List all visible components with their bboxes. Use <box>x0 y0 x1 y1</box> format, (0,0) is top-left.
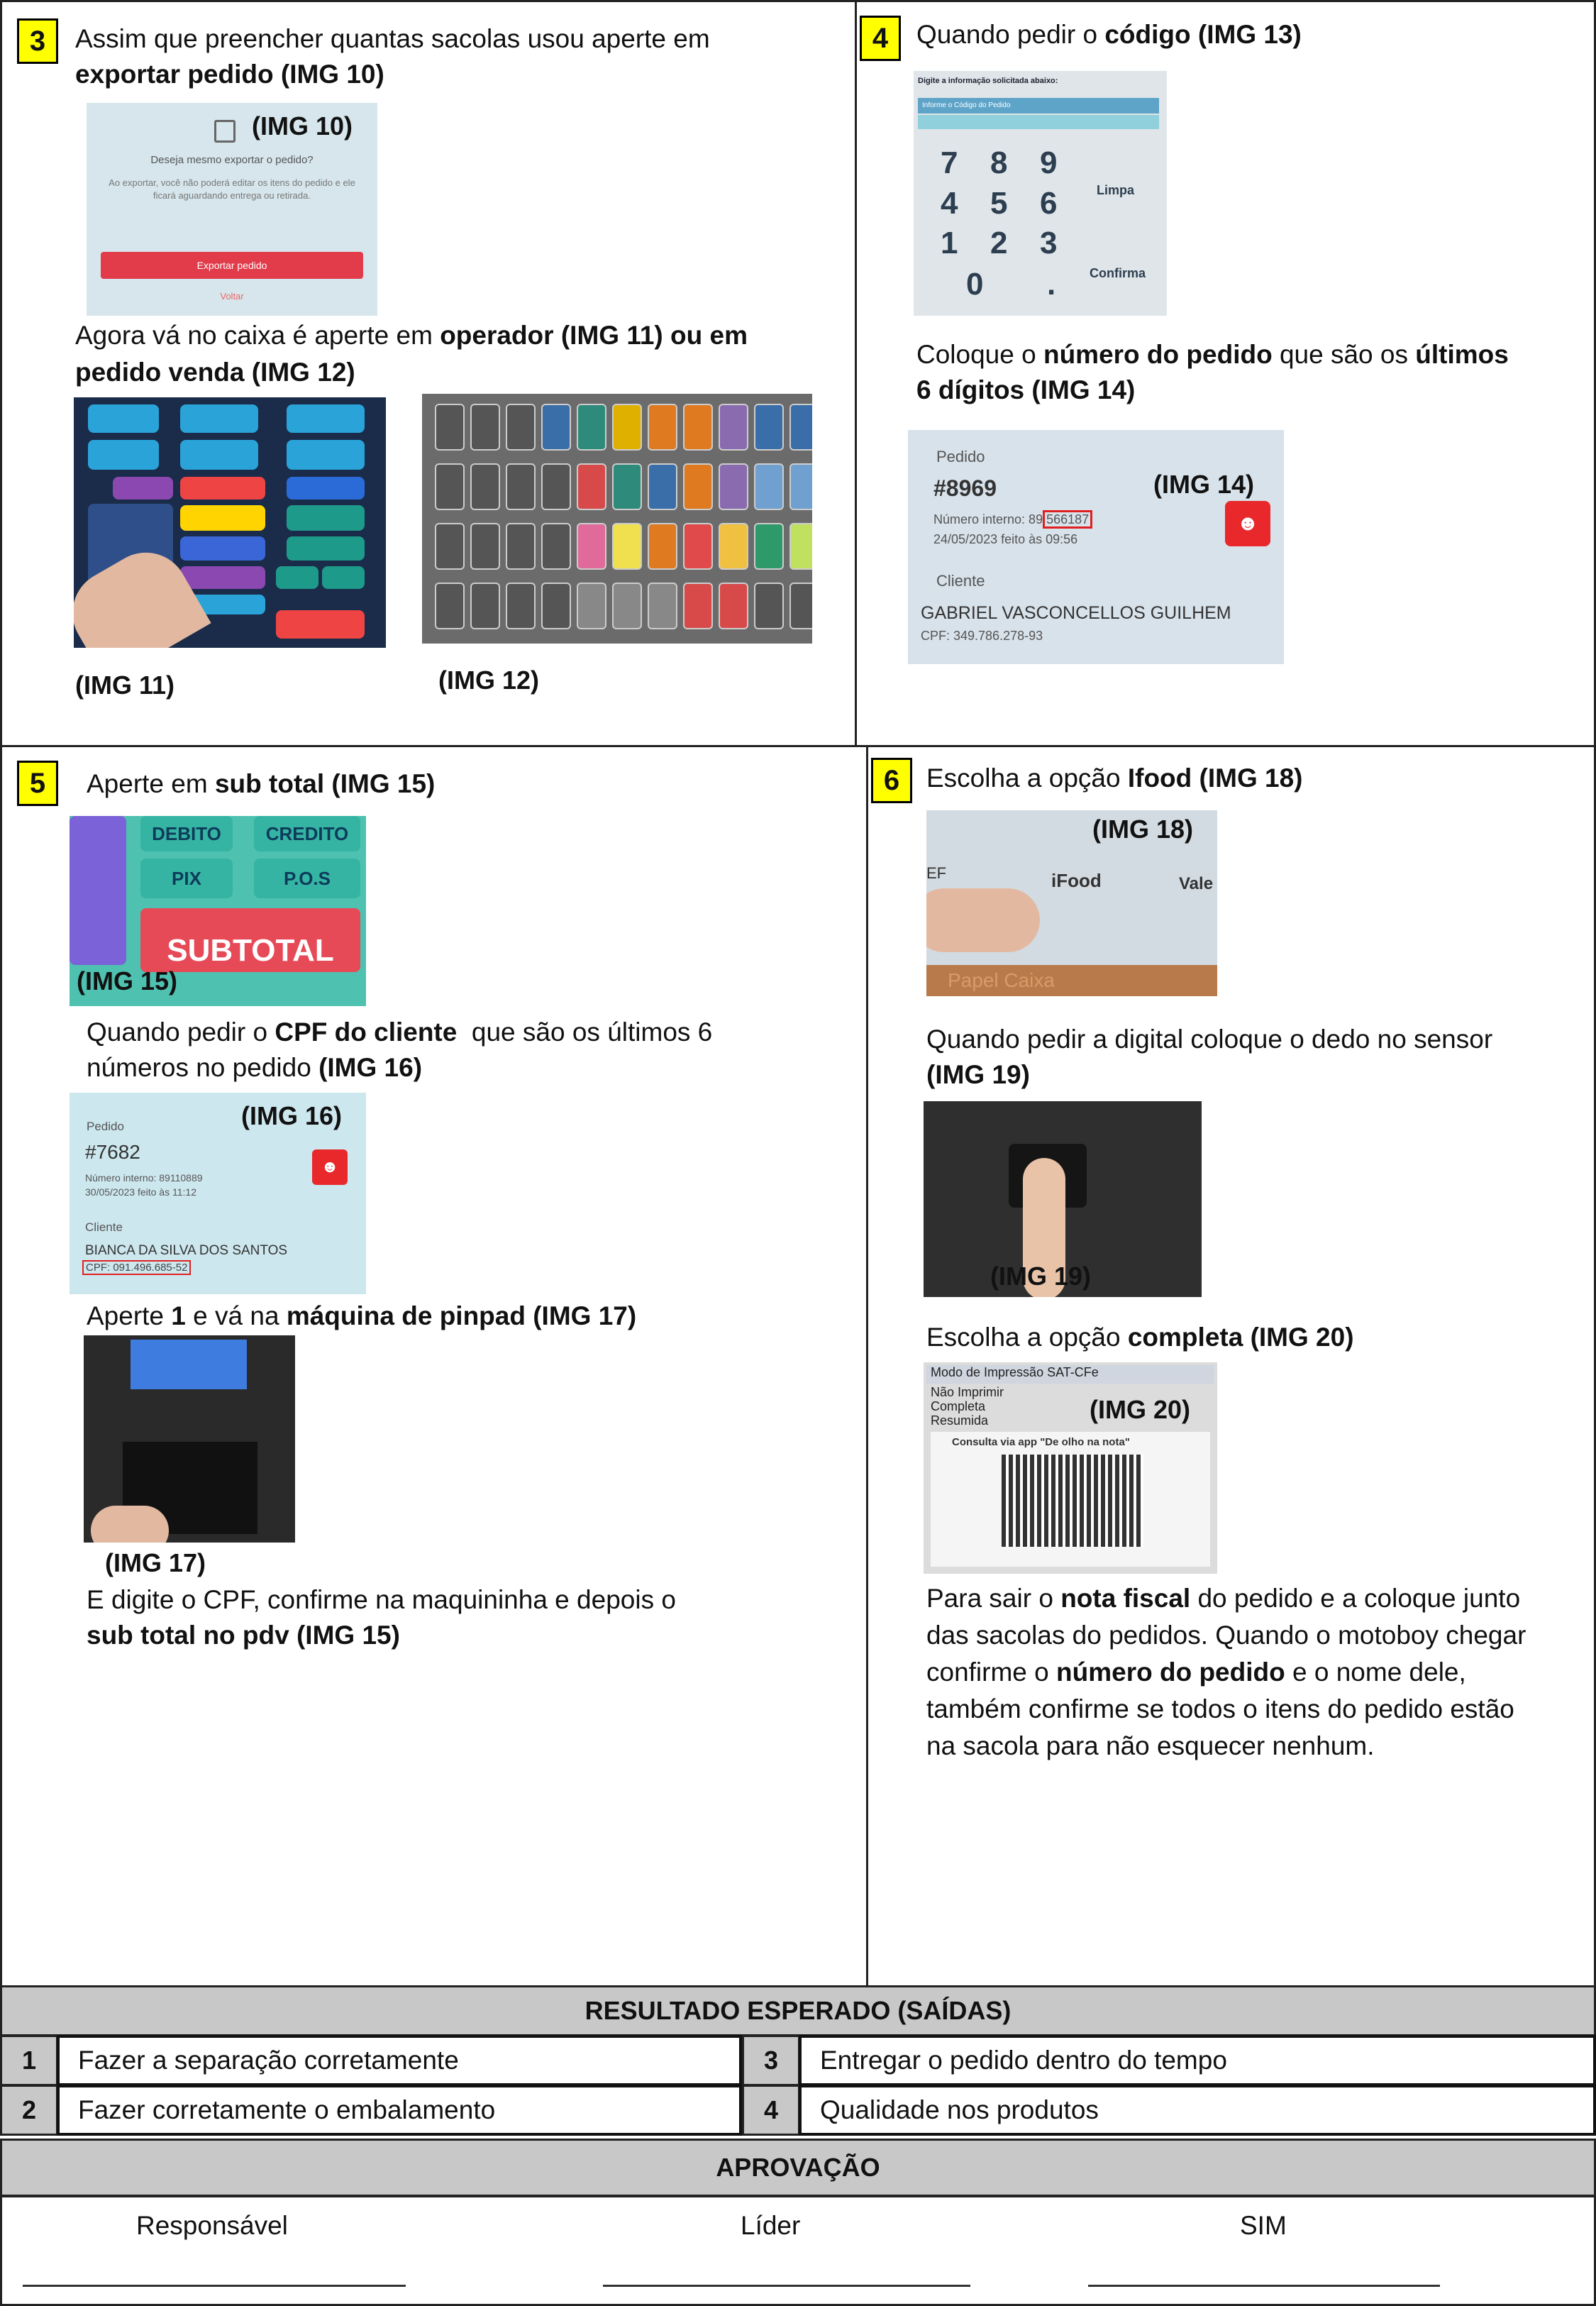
signature-line-responsavel <box>23 2285 406 2287</box>
img11-key-debito <box>276 566 318 589</box>
img12-key <box>470 523 500 570</box>
step4-line1 <box>916 17 1302 53</box>
divider-top <box>855 0 857 745</box>
img16-internal: Número interno: 89110889 <box>85 1172 203 1184</box>
img14-order-number: #8969 <box>933 475 997 501</box>
step-number-6: 6 <box>871 758 912 803</box>
img15-key-credito: CREDITO <box>254 816 360 851</box>
step6-line4-bold: completa (IMG 20) <box>1127 1323 1354 1352</box>
signature-line-lider <box>603 2285 970 2287</box>
img16-pedido-label: Pedido <box>87 1120 124 1133</box>
result-num-3: 3 <box>742 2035 800 2086</box>
img12-key <box>506 404 536 451</box>
step3-line3-text: Agora vá no caixa é aperte em <box>75 321 440 350</box>
img12-key <box>789 463 812 510</box>
img10-title: Deseja mesmo exportar o pedido? <box>150 154 314 166</box>
img11-caption: (IMG 11) <box>75 671 175 700</box>
img20-tag: (IMG 20) <box>1090 1395 1191 1424</box>
img13-confirm-button[interactable]: Confirma <box>1090 266 1146 280</box>
img12-key <box>648 583 677 629</box>
step4-line2-d: últimos <box>1415 340 1509 369</box>
img14-client-name: GABRIEL VASCONCELLOS GUILHEM <box>921 603 1231 623</box>
img15-subtotal-key <box>70 816 366 1006</box>
img11-key-melancia <box>287 404 365 433</box>
img12-key <box>648 523 677 570</box>
step5-line6: sub total no pdv (IMG 15) <box>87 1621 400 1650</box>
img13-key-6[interactable]: 6 <box>1040 186 1058 221</box>
top-border <box>0 0 1596 2</box>
step6-para-1a: Para sair o <box>926 1584 1061 1613</box>
step5-line1-bold: sub total (IMG 15) <box>214 769 436 798</box>
img11-key-tomate1 <box>180 440 258 470</box>
img13-code-keypad <box>914 71 1167 316</box>
step5-line5: E digite o CPF, confirme na maquininha e depois o <box>87 1585 676 1614</box>
step5-line3-b: (IMG 16) <box>318 1053 423 1082</box>
signature-line-sim <box>1088 2285 1440 2287</box>
img14-date: 24/05/2023 feito às 09:56 <box>933 532 1078 546</box>
img12-key <box>541 523 571 570</box>
document-icon <box>214 120 235 143</box>
img11-key-operador <box>180 536 265 561</box>
img12-key <box>789 523 812 570</box>
step5-line3 <box>87 1050 422 1086</box>
img12-key <box>435 523 465 570</box>
img12-key <box>435 583 465 629</box>
img16-client-label: Cliente <box>85 1220 123 1234</box>
img20-header: Modo de Impressão SAT-CFe <box>926 1365 1214 1384</box>
img10-export-dialog <box>87 103 377 316</box>
img12-key <box>612 404 642 451</box>
step6-para-3 <box>926 1655 1466 1690</box>
img20-option-0[interactable]: Não Imprimir <box>931 1385 1004 1399</box>
step5-line1-text: Aperte em <box>87 769 215 798</box>
img20-option-1[interactable]: Completa <box>931 1399 986 1413</box>
step6-line4-text: Escolha a opção <box>926 1323 1128 1352</box>
img16-client-name: BIANCA DA SILVA DOS SANTOS <box>85 1243 288 1258</box>
step3-line3-bold: operador (IMG 11) ou em <box>440 321 748 350</box>
img12-key <box>683 523 713 570</box>
result-num-1: 1 <box>0 2035 58 2086</box>
img15-key-pos: P.O.S <box>254 859 360 898</box>
img13-key-8[interactable]: 8 <box>990 145 1008 180</box>
img12-key <box>789 583 812 629</box>
step6-para-2: das sacolas do pedidos. Quando o motoboy chegar <box>926 1621 1526 1650</box>
step5-line2 <box>87 1015 712 1050</box>
img12-key <box>577 583 606 629</box>
img12-key <box>683 463 713 510</box>
step6-line1-text: Escolha a opção <box>926 763 1128 793</box>
left-border <box>0 0 2 1987</box>
finger-icon <box>91 1506 169 1543</box>
img11-key-papaya <box>88 404 159 433</box>
img12-key <box>541 463 571 510</box>
img11-key-convenios <box>287 536 365 561</box>
img15-tag: (IMG 15) <box>77 966 178 995</box>
img17-pinpad <box>84 1335 295 1543</box>
img12-key <box>683 583 713 629</box>
step5-line4-b: 1 <box>171 1301 186 1330</box>
step4-line1-text: Quando pedir o <box>916 20 1105 49</box>
step4-line2-b: número do pedido <box>1043 340 1273 369</box>
img17-caption: (IMG 17) <box>105 1548 206 1577</box>
img18-ifood-option <box>926 810 1217 996</box>
img11-key-outras <box>287 477 365 500</box>
img10-tag: (IMG 10) <box>252 111 353 140</box>
img12-key <box>541 583 571 629</box>
img13-key-1[interactable]: 1 <box>941 226 958 260</box>
img12-key <box>470 404 500 451</box>
img13-key-7[interactable]: 7 <box>941 145 958 180</box>
img13-header: Digite a informação solicitada abaixo: <box>918 77 1058 85</box>
img14-client-label: Cliente <box>936 572 985 590</box>
step5-line4-d: máquina de pinpad (IMG 17) <box>286 1301 637 1330</box>
img12-key <box>612 523 642 570</box>
img11-key-pessego <box>88 440 159 470</box>
step6-para-3c: e o nome dele, <box>1285 1657 1466 1687</box>
result-text-3: Entregar o pedido dentro do tempo <box>799 2035 1596 2086</box>
img19-tag: (IMG 19) <box>990 1262 1092 1291</box>
img18-option-ef: EF <box>926 864 947 882</box>
step-number-4: 4 <box>860 16 901 61</box>
img12-key <box>435 463 465 510</box>
step5-line2-a: Quando pedir o <box>87 1017 275 1047</box>
step4-line3: 6 dígitos (IMG 14) <box>916 375 1136 404</box>
step6-para-4: também confirme se todos o itens do pedido estão <box>926 1694 1514 1723</box>
img18-tag: (IMG 18) <box>1092 815 1194 844</box>
img15-left-keys <box>70 816 126 965</box>
step3-line2: exportar pedido (IMG 10) <box>75 60 384 89</box>
img14-internal-text: Número interno: 89 <box>933 512 1043 526</box>
img13-key-dot[interactable]: . <box>1047 267 1056 302</box>
step6-line1-bold: Ifood (IMG 18) <box>1127 763 1303 793</box>
step6-para-1 <box>926 1581 1520 1616</box>
step3-line4: pedido venda (IMG 12) <box>75 358 355 387</box>
result-text-1: Fazer a separação corretamente <box>57 2035 742 2086</box>
step4-line2-c: que são os <box>1272 340 1416 369</box>
img10-back-link[interactable]: Voltar <box>220 291 244 302</box>
divider-middle <box>0 745 1596 747</box>
step6-para-1b: nota fiscal <box>1060 1584 1191 1613</box>
img18-option-ifood[interactable]: iFood <box>1051 870 1102 891</box>
img13-key-4[interactable]: 4 <box>941 186 958 221</box>
img13-key-0[interactable]: 0 <box>966 267 984 302</box>
img18-option-vale: Vale <box>1179 874 1214 893</box>
img15-key-pix: PIX <box>140 859 233 898</box>
img12-key <box>435 404 465 451</box>
img11-key-supervisor <box>180 505 265 531</box>
img12-key <box>541 404 571 451</box>
img16-order-number: #7682 <box>85 1141 140 1163</box>
img12-key <box>506 463 536 510</box>
result-num-4: 4 <box>742 2085 800 2136</box>
img12-key <box>789 404 812 451</box>
approval-header: APROVAÇÃO <box>0 2139 1596 2197</box>
step4-line2 <box>916 337 1509 373</box>
img12-key <box>648 404 677 451</box>
img11-key-credito <box>322 566 365 589</box>
img13-progress <box>918 115 1159 129</box>
divider-bottom <box>866 745 868 1987</box>
img12-key <box>754 404 784 451</box>
img13-key-5[interactable]: 5 <box>990 186 1008 221</box>
step5-line4-a: Aperte <box>87 1301 172 1330</box>
qr-code-icon <box>1002 1455 1143 1547</box>
img17-screen <box>131 1340 247 1389</box>
img16-date: 30/05/2023 feito às 11:12 <box>85 1186 196 1198</box>
img11-operator-keyboard <box>74 397 386 648</box>
img12-key <box>719 463 748 510</box>
result-text-4: Qualidade nos produtos <box>799 2085 1596 2136</box>
result-text-2: Fazer corretamente o embalamento <box>57 2085 742 2136</box>
img13-clear-button[interactable]: Limpa <box>1097 183 1135 197</box>
step5-line2-b: CPF do cliente <box>275 1017 458 1047</box>
img16-tag: (IMG 16) <box>241 1101 343 1130</box>
img12-caption: (IMG 12) <box>438 666 540 695</box>
step6-line4 <box>926 1320 1354 1355</box>
step6-para-3b: número do pedido <box>1056 1657 1285 1687</box>
step5-line4 <box>87 1298 636 1334</box>
img14-order-card <box>908 430 1284 664</box>
img12-key <box>612 463 642 510</box>
img14-internal <box>933 512 1092 527</box>
img11-key-cancela <box>180 477 265 500</box>
step5-line1 <box>87 766 435 802</box>
img14-internal-highlight: 566187 <box>1043 510 1092 529</box>
img11-key-recarga <box>180 566 265 589</box>
step6-para-5: na sacola para não esquecer nenhum. <box>926 1731 1375 1760</box>
img12-key <box>470 583 500 629</box>
step5-line4-c: e vá na <box>185 1301 287 1330</box>
img11-key-fiscal <box>113 477 173 500</box>
step6-line3: (IMG 19) <box>926 1060 1030 1089</box>
img13-key-2[interactable]: 2 <box>990 226 1008 260</box>
img11-key-manga <box>180 404 258 433</box>
step6-para-1c: do pedido e a coloque junto <box>1190 1584 1521 1613</box>
img20-option-2[interactable]: Resumida <box>931 1413 989 1428</box>
img12-physical-keyboard <box>422 394 812 644</box>
img13-key-3[interactable]: 3 <box>1040 226 1058 260</box>
img16-client-cpf: CPF: 091.496.685-52 <box>82 1260 191 1275</box>
img10-body: Ao exportar, você não poderá editar os itens do pedido e ele ficará aguardando entrega ou retirada. <box>109 177 355 201</box>
approval-role-sim: SIM <box>1240 2211 1287 2240</box>
results-header: RESULTADO ESPERADO (SAÍDAS) <box>0 1985 1596 2036</box>
step-number-5: 5 <box>17 761 58 806</box>
img11-key-dinheiro <box>287 505 365 531</box>
approval-role-responsavel: Responsável <box>136 2211 288 2240</box>
step3-line3 <box>75 318 748 353</box>
ifood-logo-icon: ☻ <box>1225 501 1270 546</box>
step6-line2: Quando pedir a digital coloque o dedo no sensor <box>926 1025 1493 1054</box>
img12-key <box>754 463 784 510</box>
img13-code-field[interactable]: Informe o Código do Pedido <box>918 98 1159 114</box>
img19-fingerprint-sensor <box>924 1101 1202 1297</box>
step4-line1-bold: código (IMG 13) <box>1104 20 1302 49</box>
ifood-logo-icon: ☻ <box>312 1149 348 1185</box>
img12-key <box>577 463 606 510</box>
step6-line1 <box>926 761 1303 796</box>
img12-key <box>612 583 642 629</box>
step4-line2-a: Coloque o <box>916 340 1043 369</box>
step-number-3: 3 <box>17 18 58 64</box>
img20-qr-caption: Consulta via app "De olho na nota" <box>952 1436 1130 1448</box>
approval-role-lider: Líder <box>741 2211 801 2240</box>
img18-bottom-label: Papel Caixa <box>948 969 1055 991</box>
img12-key <box>719 523 748 570</box>
img12-key <box>754 523 784 570</box>
img20-print-mode <box>924 1362 1217 1574</box>
img14-client-cpf: CPF: 349.786.278-93 <box>921 629 1043 643</box>
img12-key <box>754 583 784 629</box>
img14-tag: (IMG 14) <box>1153 470 1255 499</box>
finger-icon <box>926 888 1040 952</box>
result-num-2: 2 <box>0 2085 58 2136</box>
img15-key-subtotal: SUBTOTAL <box>140 908 360 972</box>
img15-key-debito: DEBITO <box>140 816 233 851</box>
img12-key <box>719 583 748 629</box>
img12-key <box>683 404 713 451</box>
step3-line1: Assim que preencher quantas sacolas usou aperte em <box>75 24 710 53</box>
img11-key-subtotal <box>276 610 365 639</box>
img16-order-card <box>70 1093 366 1294</box>
img12-key <box>506 583 536 629</box>
img12-key <box>577 404 606 451</box>
img14-pedido-label: Pedido <box>936 448 985 465</box>
img11-key-tomate2 <box>287 440 365 470</box>
img12-key <box>719 404 748 451</box>
img12-key <box>506 523 536 570</box>
img10-export-button[interactable]: Exportar pedido <box>101 252 363 279</box>
img13-key-9[interactable]: 9 <box>1040 145 1058 180</box>
img12-key <box>577 523 606 570</box>
step5-line2-c: que são os últimos 6 <box>457 1017 713 1047</box>
step5-line3-a: números no pedido <box>87 1053 319 1082</box>
img12-key <box>470 463 500 510</box>
img12-key <box>648 463 677 510</box>
step6-para-3a: confirme o <box>926 1657 1057 1687</box>
